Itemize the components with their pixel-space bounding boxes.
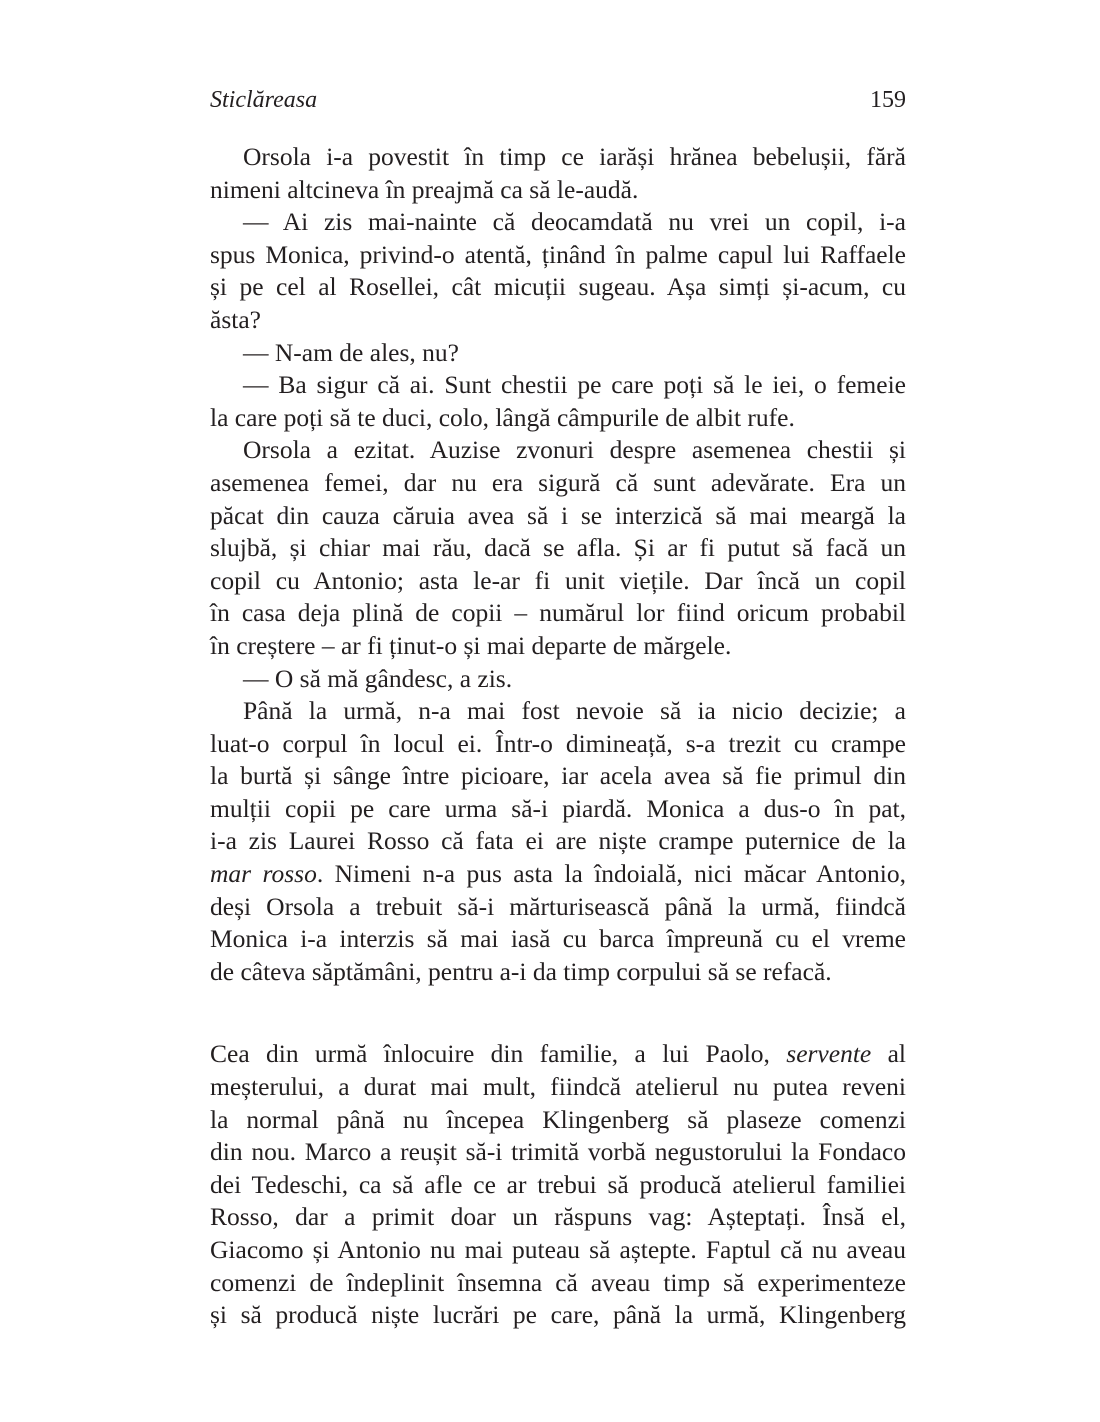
paragraph — [210, 337, 906, 370]
text-line: Monica i-a interzis să mai iasă cu barca împreună cu el vreme — [210, 924, 906, 954]
text-line: i-a zis Laurei Rosso că fata ei are niște crampe puternice de la — [210, 826, 906, 856]
book-page — [210, 84, 906, 1332]
text-line: Până la urmă, n-a mai fost nevoie să ia nicio decizie; a — [243, 696, 906, 726]
text-line: luat-o corpul în locul ei. Într-o dimineață, s-a trezit cu crampe — [210, 728, 906, 758]
page-number: 159 — [870, 87, 906, 113]
section-break — [210, 988, 906, 1038]
running-title: Sticlăreasa — [210, 87, 318, 113]
text-line: păcat din cauza căruia avea să i se interzică să mai meargă la — [210, 500, 906, 530]
text-line: spus Monica, privind-o atentă, ținând în palme capul lui Raffaele — [210, 239, 906, 269]
text-line: și să producă niște lucrări pe care, până la urmă, Klingenberg — [210, 1300, 906, 1330]
text-line: — Ba sigur că ai. Sunt chestii pe care poți să le iei, o femeie — [243, 370, 906, 400]
text-line: Rosso, dar a primit doar un răspuns vag: Așteptați. Însă el, — [210, 1202, 906, 1232]
paragraph — [210, 141, 906, 206]
text-line: — Ai zis mai-nainte că deocamdată nu vrei un copil, i-a — [243, 207, 906, 237]
text-line: și pe cel al Rosellei, cât micuții sugeau. Așa simți și-acum, cu — [210, 272, 906, 302]
text-line: la normal până nu începea Klingenberg să plaseze comenzi — [210, 1104, 906, 1134]
text-line: dei Tedeschi, ca să afle ce ar trebui să producă atelierul familiei — [210, 1169, 906, 1199]
paragraph — [210, 369, 906, 434]
text-line: din nou. Marco a reușit să-i trimită vorbă negustorului la Fondaco — [210, 1137, 906, 1167]
text-line: Giacomo și Antonio nu mai puteau să aștepte. Faptul că nu aveau — [210, 1235, 906, 1264]
text-line: deși Orsola a trebuit să-i mărturisească până la urmă, fiindcă — [210, 891, 906, 921]
paragraph — [210, 663, 906, 696]
text-line: Orsola i-a povestit în timp ce iarăși hrănea bebelușii, fără — [243, 142, 906, 171]
text-line: de câteva săptămâni, pentru a-i da timp corpului să se refacă. — [210, 956, 832, 986]
text-line: slujbă, și chiar mai rău, dacă se afla. Și ar fi putut să facă un — [210, 533, 906, 563]
paragraph — [210, 695, 906, 988]
text-line: copil cu Antonio; asta le-ar fi unit viețile. Dar încă un copil — [210, 565, 906, 595]
text-line: Cea din urmă înlocuire din familie, a lui Paolo, servente al — [210, 1039, 906, 1069]
text-line: mulții copii pe care urma să-i piardă. Monica a dus-o în pat, — [210, 793, 906, 823]
text-line: Orsola a ezitat. Auzise zvonuri despre asemenea chestii și — [243, 435, 906, 465]
text-line: în casa deja plină de copii – numărul lor fiind oricum probabil — [210, 598, 906, 628]
body-text — [210, 141, 906, 1332]
paragraph — [210, 1038, 906, 1331]
running-header — [210, 84, 906, 118]
text-line: la burtă și sânge între picioare, iar acela avea să fie primul din — [210, 761, 906, 791]
text-line: — O să mă gândesc, a zis. — [243, 663, 513, 693]
text-line: la care poți să te duci, colo, lângă câmpurile de albit rufe. — [210, 402, 795, 432]
text-line: — N-am de ales, nu? — [243, 337, 459, 367]
text-line: ăsta? — [210, 304, 261, 334]
text-line: în creștere – ar fi ținut-o și mai departe de mărgele. — [210, 630, 732, 660]
text-line: asemenea femei, dar nu era sigură că sunt adevărate. Era un — [210, 467, 906, 497]
paragraph — [210, 434, 906, 662]
text-line: comenzi de îndeplinit însemna că aveau timp să experimenteze — [210, 1267, 906, 1297]
text-line: meșterului, a durat mai mult, fiindcă atelierul nu putea reveni — [210, 1072, 906, 1102]
text-line: nimeni altcineva în preajmă ca să le-audă. — [210, 174, 639, 204]
text-line: mar rosso. Nimeni n-a pus asta la îndoială, nici măcar Antonio, — [210, 859, 906, 889]
paragraph — [210, 206, 906, 336]
